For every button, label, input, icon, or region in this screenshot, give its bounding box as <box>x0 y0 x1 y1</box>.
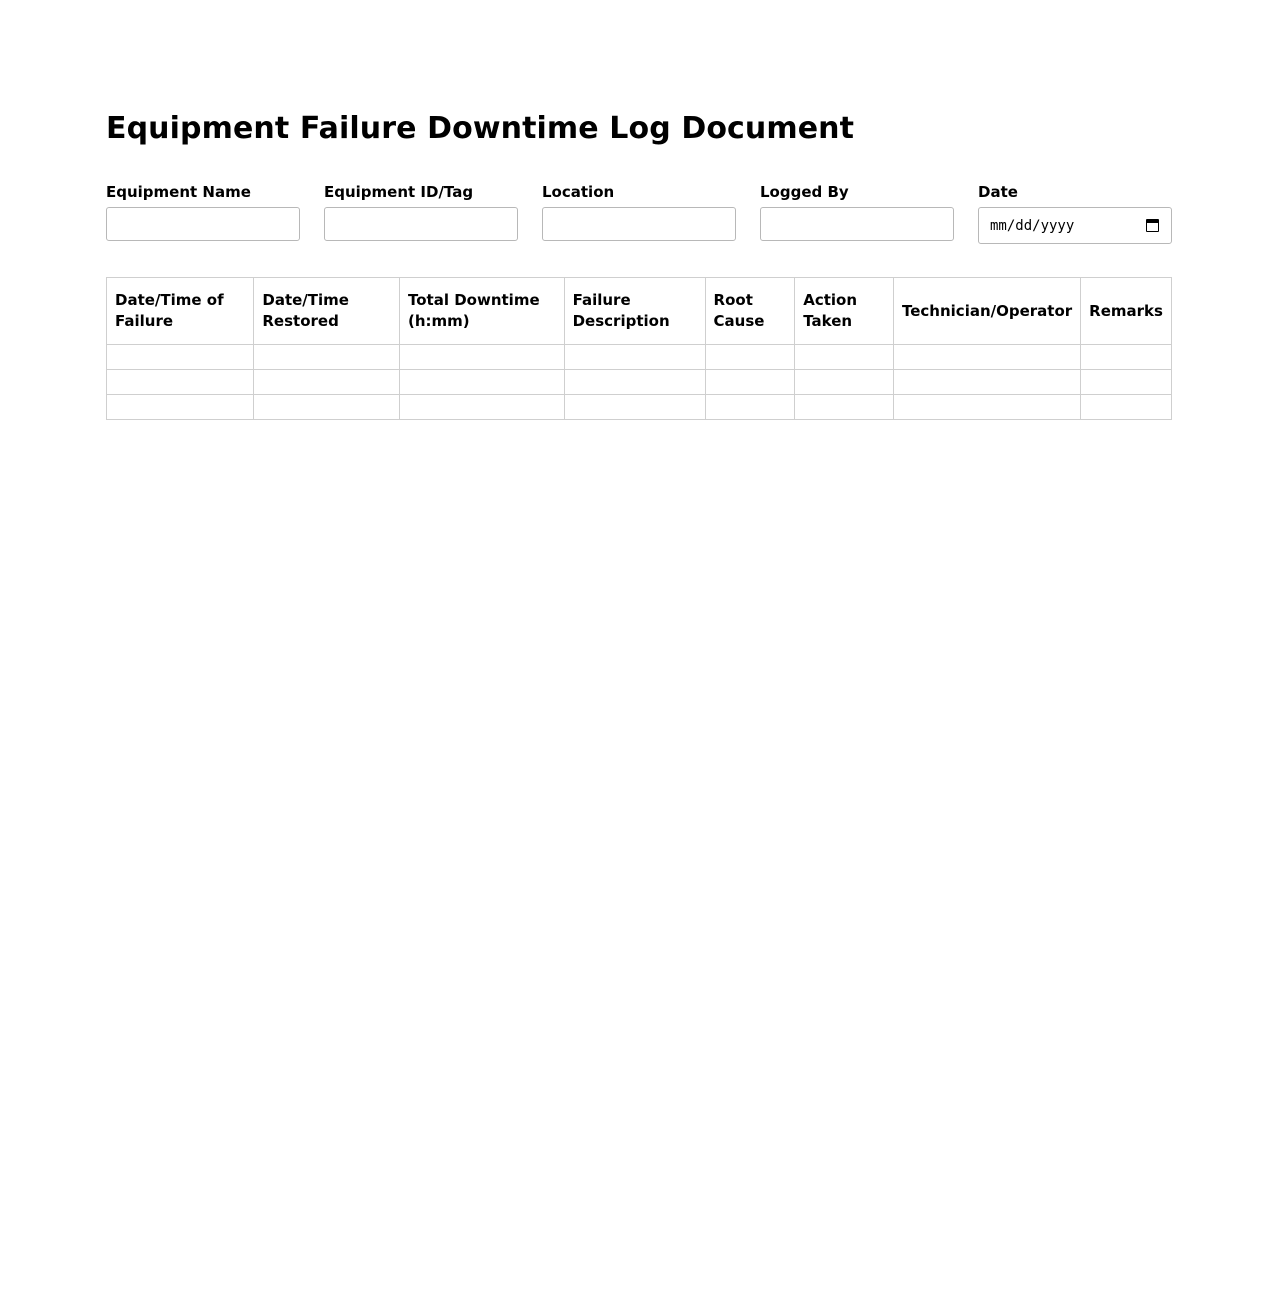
location-label: Location <box>542 183 615 201</box>
table-row <box>107 395 1172 420</box>
date-input[interactable] <box>978 207 1172 244</box>
table-cell[interactable] <box>705 370 795 395</box>
table-row <box>107 345 1172 370</box>
equipment-id-label: Equipment ID/Tag <box>324 183 474 201</box>
column-header-remarks: Remarks <box>1081 278 1172 345</box>
column-header-root-cause: Root Cause <box>705 278 795 345</box>
table-cell[interactable] <box>894 395 1081 420</box>
table-cell[interactable] <box>107 395 254 420</box>
location-input[interactable] <box>542 207 736 241</box>
table-cell[interactable] <box>400 345 565 370</box>
column-header-failure-description: Failure Description <box>564 278 705 345</box>
header-fields <box>106 182 1172 244</box>
table-cell[interactable] <box>400 395 565 420</box>
equipment-name-label: Equipment Name <box>106 183 251 201</box>
table-cell[interactable] <box>107 370 254 395</box>
table-cell[interactable] <box>400 370 565 395</box>
document-page <box>106 0 1172 420</box>
table-cell[interactable] <box>1081 345 1172 370</box>
table-cell[interactable] <box>564 370 705 395</box>
table-cell[interactable] <box>254 395 400 420</box>
page-title: Equipment Failure Downtime Log Document <box>106 111 855 146</box>
logged-by-input[interactable] <box>760 207 954 241</box>
table-cell[interactable] <box>564 345 705 370</box>
table-cell[interactable] <box>795 395 894 420</box>
date-field-group <box>978 182 1172 244</box>
column-header-restored-time: Date/Time Restored <box>254 278 400 345</box>
table-cell[interactable] <box>1081 370 1172 395</box>
table-cell[interactable] <box>894 345 1081 370</box>
table-cell[interactable] <box>254 345 400 370</box>
table-cell[interactable] <box>564 395 705 420</box>
table-cell[interactable] <box>254 370 400 395</box>
column-header-technician: Technician/Operator <box>894 278 1081 345</box>
equipment-name-field-group <box>106 182 300 244</box>
logged-by-field-group <box>760 182 954 244</box>
location-field-group <box>542 182 736 244</box>
table-cell[interactable] <box>795 345 894 370</box>
table-row <box>107 370 1172 395</box>
table-cell[interactable] <box>1081 395 1172 420</box>
table-cell[interactable] <box>795 370 894 395</box>
date-placeholder: mm/dd/yyyy <box>990 217 1075 234</box>
table-cell[interactable] <box>894 370 1081 395</box>
table-cell[interactable] <box>705 345 795 370</box>
calendar-icon[interactable] <box>1146 219 1159 232</box>
table-cell[interactable] <box>107 345 254 370</box>
downtime-log-table <box>106 277 1172 420</box>
date-label: Date <box>978 183 1018 201</box>
equipment-id-field-group <box>324 182 518 244</box>
equipment-id-input[interactable] <box>324 207 518 241</box>
column-header-total-downtime: Total Downtime (h:mm) <box>400 278 565 345</box>
table-header-row <box>107 278 1172 345</box>
logged-by-label: Logged By <box>760 183 849 201</box>
column-header-failure-time: Date/Time of Failure <box>107 278 254 345</box>
table-cell[interactable] <box>705 395 795 420</box>
equipment-name-input[interactable] <box>106 207 300 241</box>
column-header-action-taken: Action Taken <box>795 278 894 345</box>
